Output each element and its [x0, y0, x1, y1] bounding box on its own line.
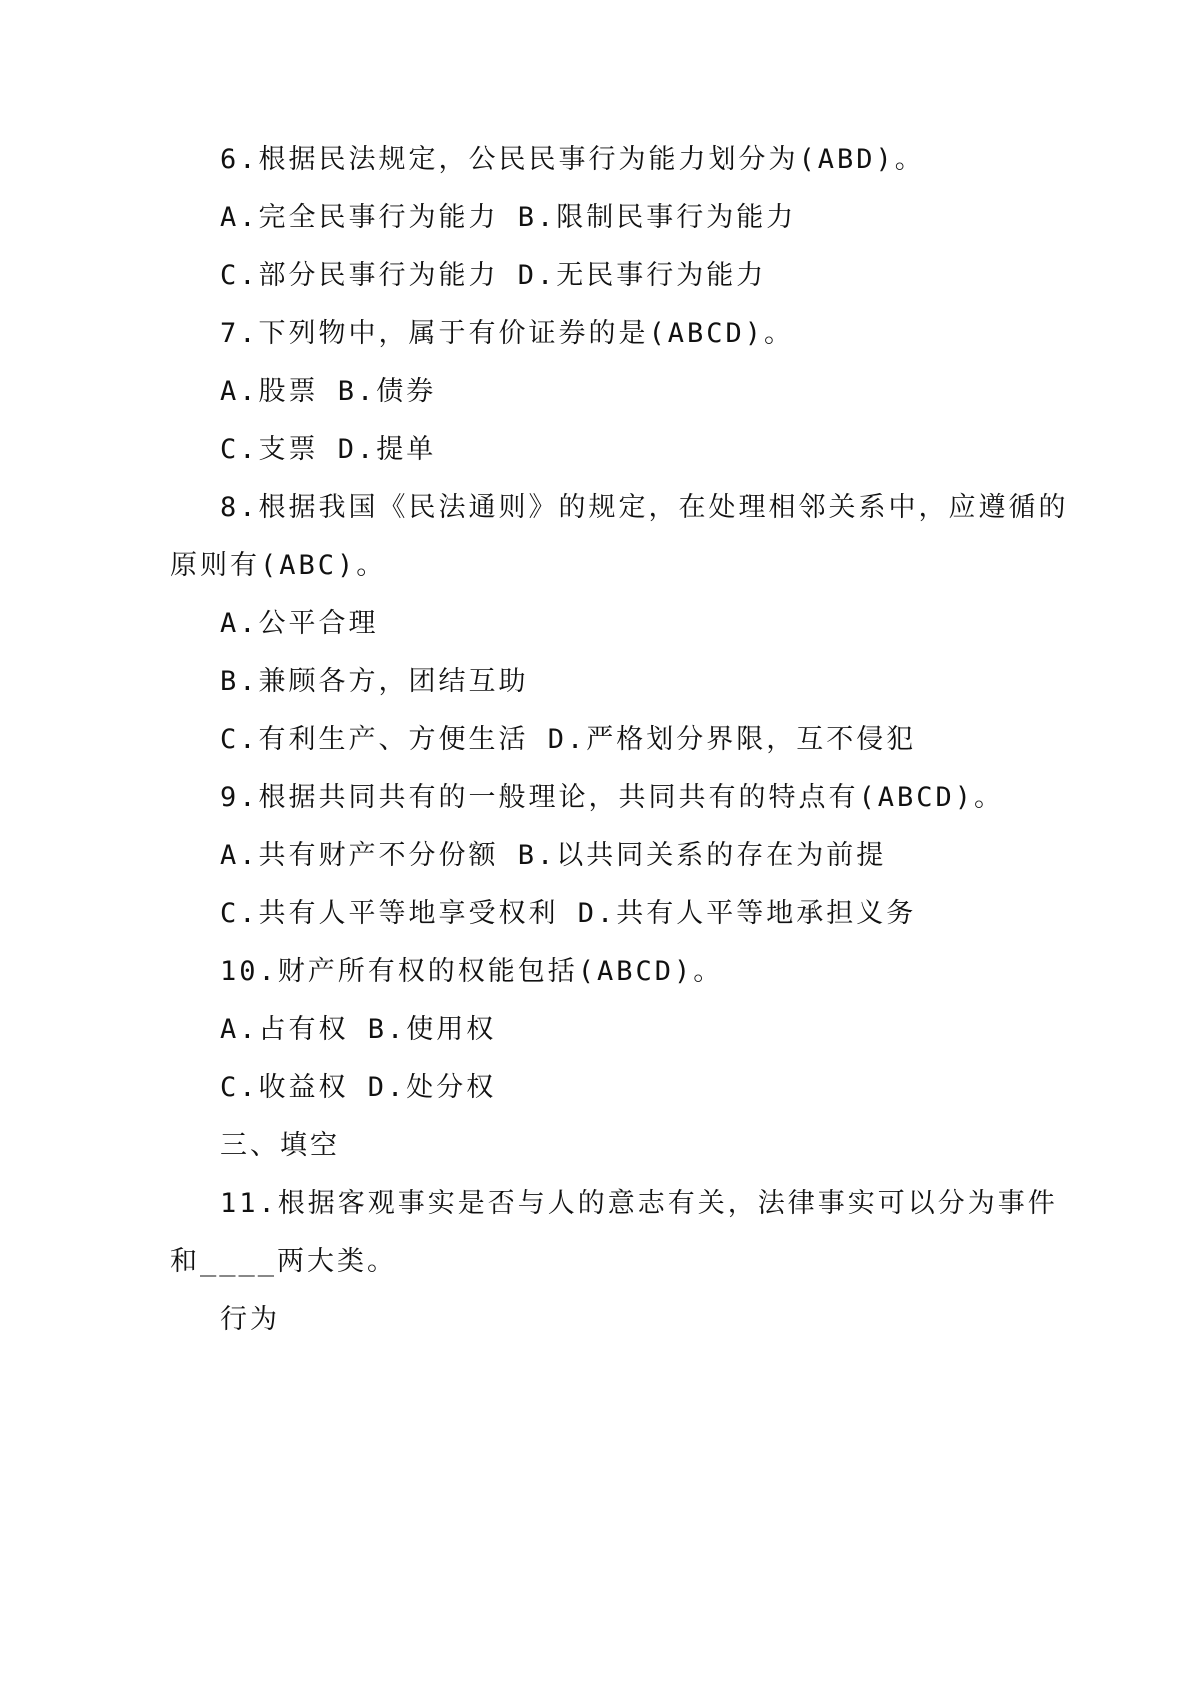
question-8-options-cd: C.有利生产、方便生活 D.严格划分界限，互不侵犯: [220, 724, 917, 755]
question-9-stem: 9.根据共同共有的一般理论，共同共有的特点有(ABCD)。: [220, 782, 1005, 813]
question-9-options-cd: C.共有人平等地享受权利 D.共有人平等地承担义务: [220, 898, 917, 929]
question-8-option-a: A.公平合理: [220, 608, 379, 639]
question-9-options-ab: A.共有财产不分份额 B.以共同关系的存在为前提: [220, 840, 887, 871]
question-11-stem: 11.根据客观事实是否与人的意志有关，法律事实可以分为事件: [220, 1188, 1058, 1219]
question-7-options-cd: C.支票 D.提单: [220, 434, 437, 465]
question-8-option-b: B.兼顾各方，团结互助: [220, 666, 529, 697]
question-8-stem: 8.根据我国《民法通则》的规定，在处理相邻关系中，应遵循的: [220, 492, 1069, 523]
question-6-options-ab: A.完全民事行为能力 B.限制民事行为能力: [220, 202, 797, 233]
question-10-options-cd: C.收益权 D.处分权: [220, 1072, 497, 1103]
question-10-options-ab: A.占有权 B.使用权: [220, 1014, 497, 1045]
question-6-stem: 6.根据民法规定，公民民事行为能力划分为(ABD)。: [220, 144, 925, 175]
question-8-stem-continued: 原则有(ABC)。: [170, 550, 387, 581]
question-11-answer: 行为: [220, 1304, 280, 1335]
question-11-stem-continued: 和____两大类。: [170, 1246, 398, 1277]
question-7-stem: 7.下列物中，属于有价证券的是(ABCD)。: [220, 318, 795, 349]
section-heading-fill-in: 三、填空: [220, 1130, 340, 1161]
question-7-options-ab: A.股票 B.债券: [220, 376, 437, 407]
question-10-stem: 10.财产所有权的权能包括(ABCD)。: [220, 956, 724, 987]
question-6-options-cd: C.部分民事行为能力 D.无民事行为能力: [220, 260, 767, 291]
